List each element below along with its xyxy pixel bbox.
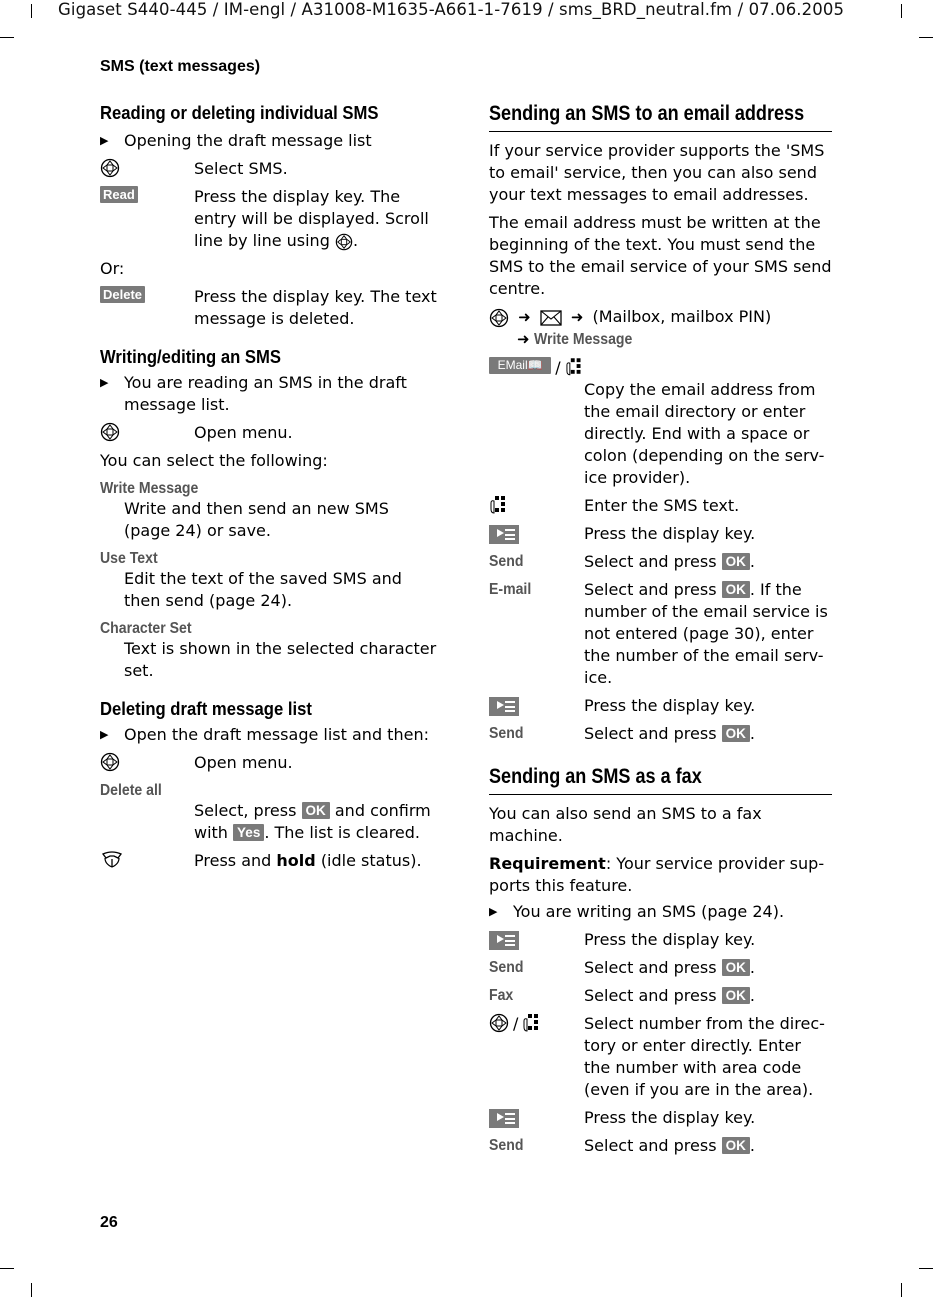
triangle-bullet-icon: ▶ [100, 376, 109, 389]
menu-option: Send [489, 959, 524, 976]
section-title: Writing/editing an SMS [100, 346, 281, 367]
nav-key-icon [489, 1013, 509, 1033]
path-text: (Mailbox, mailbox PIN) [592, 307, 772, 326]
instruction-row [100, 850, 440, 872]
instruction-text: Select and press OK . [584, 986, 755, 1005]
menu-option: Delete all [100, 782, 162, 799]
paragraph: You can also send an SMS to a fax machine. [489, 804, 762, 845]
instruction-row: / Select number from the direc-tory or enter directly. Enter the number with area code (even if you are in the area). [489, 1013, 832, 1101]
bullet-text: Open the draft message list and then: [124, 725, 429, 744]
instruction-row [100, 158, 440, 180]
intro-text: You can select the following: [100, 451, 328, 470]
bullet [100, 724, 440, 746]
menu-option: Write Message [533, 331, 632, 348]
menu-display-key-icon [489, 931, 519, 950]
ok-key: OK [722, 987, 750, 1004]
section-title: Sending an SMS to an email address [489, 102, 805, 125]
instruction-row [489, 1107, 832, 1129]
bullet-text: Opening the draft message list [124, 131, 372, 150]
ok-key: OK [722, 581, 750, 598]
paragraph: If your service provider supports the 'SMS to email' service, then you can also send your text messages to email addresses. [489, 141, 825, 204]
keypad-icon [522, 1013, 542, 1033]
section-rule [489, 794, 832, 795]
ok-key: OK [302, 802, 330, 819]
section-rule [489, 131, 832, 132]
ok-key: OK [722, 1137, 750, 1154]
option-description: Write and then send an new SMS (page 24) or save. [124, 499, 389, 540]
instruction-text: Press the display key. [584, 524, 756, 543]
crop-mark [901, 4, 902, 18]
option-description: Edit the text of the saved SMS and then send (page 24). [124, 569, 402, 610]
instruction-row [489, 1135, 832, 1157]
keypad-icon [565, 357, 584, 377]
instruction-text: Select number from the direc-tory or enter directly. Enter the number with area code (even if you are in the area). [584, 1014, 825, 1099]
menu-option: Fax [489, 987, 514, 1004]
bullet [489, 901, 832, 923]
email-display-key: EMail📖 [489, 357, 551, 374]
section-title: Sending an SMS as a fax [489, 765, 702, 788]
instruction-text: Select and press OK . [584, 552, 755, 571]
menu-option: Write Message [100, 480, 199, 497]
triangle-bullet-icon: ▶ [100, 134, 109, 147]
ok-key: OK [722, 553, 750, 570]
crop-mark [0, 37, 14, 38]
delete-display-key: Delete [100, 286, 145, 303]
section-title: Reading or deleting individual SMS [100, 102, 379, 123]
triangle-bullet-icon: ▶ [100, 728, 109, 741]
instruction-row: EMail📖 / [489, 357, 832, 379]
bullet [100, 372, 440, 416]
instruction-text: Press the display key. [584, 696, 756, 715]
instruction-row [100, 752, 440, 774]
page-number: 26 [100, 1214, 118, 1231]
menu-option: Character Set [100, 620, 192, 637]
menu-option: Send [489, 725, 524, 742]
instruction-text: Select and press OK . [584, 1136, 755, 1155]
instruction-row [489, 579, 832, 689]
instruction-row [489, 379, 832, 489]
instruction-row [489, 957, 832, 979]
yes-key: Yes [233, 824, 264, 841]
crop-mark [0, 1268, 14, 1269]
section-title: Deleting draft message list [100, 698, 312, 719]
arrow-icon: ➜ [570, 308, 584, 326]
instruction-text: Select and press OK . If the number of the email service is not entered (page 30), enter the number of the email serv-ice. [584, 580, 828, 687]
nav-key-icon [489, 308, 509, 328]
envelope-icon [540, 310, 562, 326]
bullet-text: You are reading an SMS in the draft message list. [124, 373, 407, 414]
bullet [100, 130, 440, 152]
menu-option: Send [489, 553, 524, 570]
instruction-text: Press the display key. [584, 930, 756, 949]
crop-mark [919, 1268, 933, 1269]
paragraph: The email address must be written at the beginning of the text. You must send the SMS to the email service of your SMS send centre. [489, 213, 832, 298]
instruction-row [489, 723, 832, 745]
menu-option: Use Text [100, 550, 158, 567]
menu-option: Send [489, 1137, 524, 1154]
instruction-text: Enter the SMS text. [584, 496, 740, 515]
ok-key: OK [722, 959, 750, 976]
instruction-row [100, 800, 440, 844]
crop-mark [31, 4, 32, 18]
instruction-text: Open menu. [194, 423, 293, 442]
instruction-text: Select and press OK . [584, 958, 755, 977]
nav-key-icon [100, 158, 194, 180]
ok-key: OK [722, 725, 750, 742]
menu-option: E-mail [489, 581, 532, 598]
instruction-row [100, 422, 440, 444]
instruction-row [489, 695, 832, 717]
instruction-row [489, 523, 832, 545]
instruction-text: Open menu. [194, 753, 293, 772]
read-display-key: Read [100, 186, 138, 203]
instruction-row [100, 286, 440, 330]
bullet-text: You are writing an SMS (page 24). [513, 902, 785, 921]
nav-key-menu-icon [100, 752, 194, 774]
instruction-text: Select, press OK and confirm with Yes . The list is cleared. [194, 801, 431, 842]
instruction-row [489, 985, 832, 1007]
triangle-bullet-icon: ▶ [489, 905, 498, 918]
menu-path [489, 306, 832, 351]
menu-display-key-icon [489, 1109, 519, 1128]
left-column [100, 100, 440, 872]
instruction-text: Copy the email address from the email directory or enter directly. End with a space or colon (depending on the serv-ice provider). [584, 380, 825, 487]
running-title: SMS (text messages) [100, 58, 261, 75]
arrow-icon: ➜ [517, 330, 530, 348]
nav-key-menu-icon [100, 422, 194, 444]
instruction-row [100, 186, 440, 252]
instruction-text: Press the display key. [584, 1108, 756, 1127]
instruction-row [489, 495, 832, 517]
nav-key-icon [335, 233, 353, 251]
instruction-text: Select and press OK . [584, 724, 755, 743]
end-call-key-icon [100, 850, 194, 872]
paragraph: Requirement: Your service provider sup-ports this feature. [489, 854, 825, 895]
option-description: Text is shown in the selected character set. [124, 639, 437, 680]
instruction-text: Press and hold (idle status). [194, 851, 422, 870]
crop-mark [919, 37, 933, 38]
crop-mark [901, 1283, 902, 1297]
arrow-icon: ➜ [518, 308, 531, 326]
menu-display-key-icon [489, 697, 519, 716]
instruction-text: Press the display key. The text message is deleted. [194, 287, 437, 328]
right-column [489, 100, 832, 1157]
instruction-row [489, 929, 832, 951]
or-text: Or: [100, 259, 125, 278]
menu-display-key-icon [489, 525, 519, 544]
crop-mark [31, 1283, 32, 1297]
instruction-row [489, 551, 832, 573]
keypad-icon [489, 495, 584, 517]
instruction-text: Select SMS. [194, 159, 288, 178]
instruction-text: Press the display key. The entry will be displayed. Scroll line by line using . [194, 187, 429, 250]
document-header: Gigaset S440-445 / IM-engl / A31008-M1635-A661-1-7619 / sms_BRD_neutral.fm / 07.06.2005 [58, 0, 845, 19]
